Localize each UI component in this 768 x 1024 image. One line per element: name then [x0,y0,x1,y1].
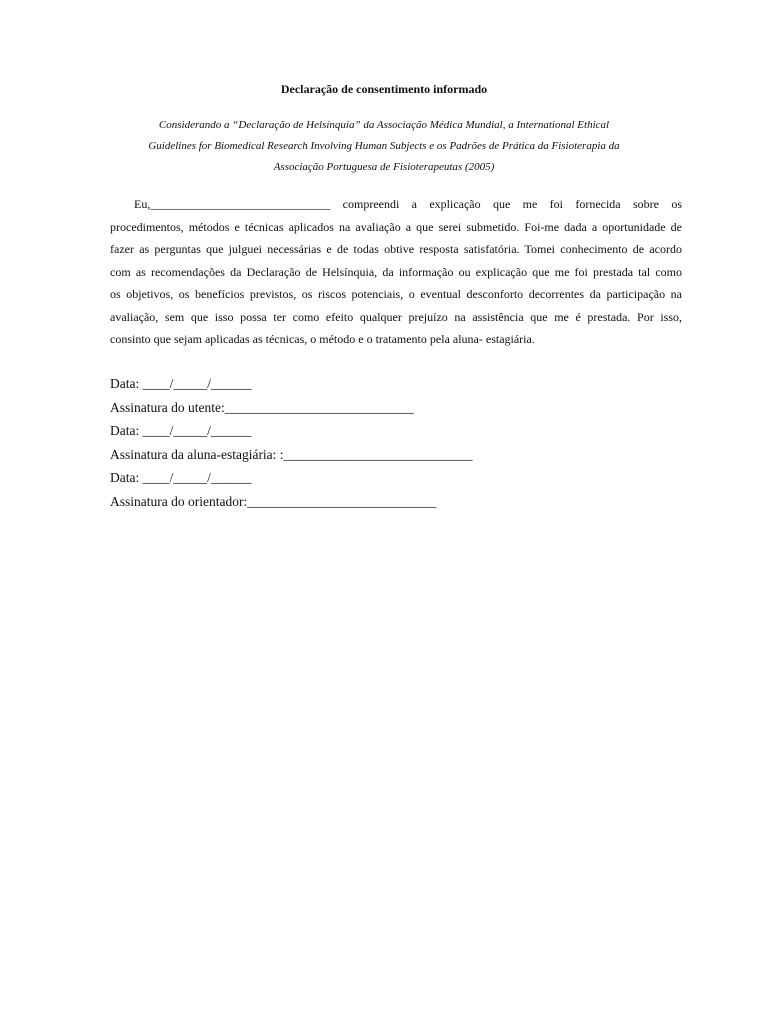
intro-line: Considerando a “Declaração de Helsínquia” da Associação Médica Mundial, a International Ethical [158,119,610,131]
consent-line: fazer as perguntas que julguei necessárias e de todas obtive resposta satisfatória. Tomei conhecimento de acordo [110,242,682,256]
consent-line: Eu,______________________________ compreendi a explicação que me foi fornecida sobre os [134,197,682,211]
signature-line-utente: Assinatura do utente:____________________________ [110,399,414,415]
signature-block [110,372,473,513]
document-title: Declaração de consentimento informado [280,82,488,96]
consent-line: procedimentos, métodos e técnicas aplicados na avaliação a que serei submetido. Foi-me dada a oportunidade de [110,219,682,234]
consent-paragraph [110,193,682,351]
consent-line: avaliação, sem que isso possa ter como efeito qualquer prejuízo na assistência que me é prestada. Por isso, [110,309,682,324]
signature-line-orientador: Assinatura do orientador:____________________________ [110,493,437,509]
date-line-orientador: Data: ____/_____/______ [110,470,252,485]
intro-line: Guidelines for Biomedical Research Involving Human Subjects e os Padrões de Prática da Fisioterapia da [148,140,620,152]
date-line-estagiaria: Data: ____/_____/______ [110,423,252,438]
consent-line: consinto que sejam aplicadas as técnicas, o método e o tratamento pela aluna- estagiária. [110,332,535,346]
intro-paragraph [120,115,648,178]
date-line-utente: Data: ____/_____/______ [110,376,252,391]
signature-line-estagiaria: Assinatura da aluna-estagiária: :____________________________ [110,446,473,462]
intro-line: Associação Portuguesa de Fisioterapeutas (2005) [273,161,495,173]
consent-line: com as recomendações da Declaração de Helsínquia, da informação ou explicação que me foi prestada tal como [110,264,682,279]
consent-line: os objetivos, os benefícios previstos, os riscos potenciais, o eventual desconforto decorrentes da participação na [110,287,682,301]
